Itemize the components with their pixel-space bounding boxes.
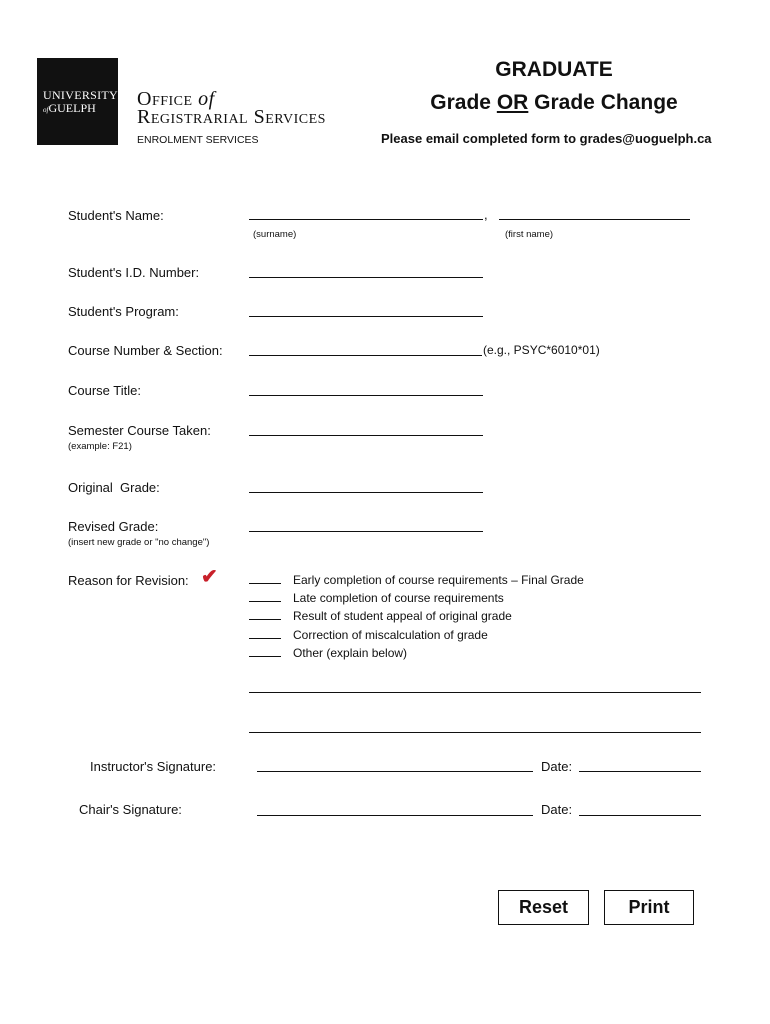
- reason-option[interactable]: [249, 609, 512, 623]
- print-button[interactable]: Print: [604, 890, 694, 925]
- reason-option-label: Correction of miscalculation of grade: [293, 628, 488, 642]
- chair-signature-field[interactable]: [257, 815, 533, 816]
- chair-date-field[interactable]: [579, 815, 701, 816]
- name-separator: ,: [484, 207, 488, 222]
- reason-option-label: Late completion of course requirements: [293, 591, 504, 605]
- original-grade-label: Original Grade:: [68, 480, 160, 495]
- reason-option[interactable]: [249, 628, 488, 642]
- department-name: ENROLMENT SERVICES: [137, 134, 259, 146]
- office-title-word: Office: [137, 88, 199, 110]
- program-field[interactable]: [249, 316, 483, 317]
- reason-option-label: Other (explain below): [293, 646, 408, 660]
- first-name-hint: (first name): [505, 229, 554, 240]
- form-title-part1: Grade: [430, 91, 497, 114]
- reason-checkbox-blank[interactable]: [249, 573, 281, 584]
- reason-option[interactable]: [249, 573, 584, 587]
- reason-checkbox-blank[interactable]: [249, 646, 281, 657]
- checkmark-icon: ✔: [201, 566, 218, 588]
- office-title-of: of: [198, 88, 215, 110]
- student-name-label: Student's Name:: [68, 208, 164, 223]
- surname-hint: (surname): [253, 229, 297, 240]
- reason-option[interactable]: [249, 591, 504, 605]
- explanation-line-2[interactable]: [249, 732, 701, 733]
- semester-field[interactable]: [249, 435, 483, 436]
- logo-text-line2: [43, 101, 96, 116]
- program-label: Student's Program:: [68, 304, 179, 319]
- course-number-hint: (e.g., PSYC*6010*01): [483, 343, 600, 357]
- form-title-line1: GRADUATE: [495, 58, 613, 81]
- reason-checkbox-blank[interactable]: [249, 628, 281, 639]
- surname-field[interactable]: [249, 219, 483, 220]
- instructor-date-label: Date:: [541, 759, 573, 774]
- instructor-date-field[interactable]: [579, 771, 701, 772]
- reason-option[interactable]: [249, 646, 407, 660]
- semester-label: Semester Course Taken:: [68, 423, 211, 438]
- semester-hint: (example: F21): [68, 441, 132, 452]
- reason-checkbox-blank[interactable]: [249, 609, 281, 620]
- reset-button[interactable]: Reset: [498, 890, 589, 925]
- reason-checkbox-blank[interactable]: [249, 591, 281, 602]
- student-id-label: Student's I.D. Number:: [68, 265, 200, 280]
- course-number-field[interactable]: [249, 355, 482, 356]
- office-title-line2: Registrarial Services: [137, 106, 326, 128]
- reason-option-label: Result of student appeal of original grade: [293, 609, 512, 623]
- course-title-field[interactable]: [249, 395, 483, 396]
- chair-signature-label: Chair's Signature:: [79, 802, 182, 817]
- form-title-part3: Grade Change: [528, 91, 678, 114]
- original-grade-field[interactable]: [249, 492, 483, 493]
- reason-label: Reason for Revision:: [68, 573, 189, 588]
- course-number-label: Course Number & Section:: [68, 343, 223, 358]
- chair-date-label: Date:: [541, 802, 573, 817]
- logo-text-guelph: GUELPH: [48, 101, 96, 115]
- revised-grade-hint: (insert new grade or "no change"): [68, 537, 210, 548]
- reason-option-label: Early completion of course requirements – Final Grade: [293, 573, 584, 587]
- revised-grade-field[interactable]: [249, 531, 483, 532]
- university-logo: [37, 58, 118, 145]
- instructor-signature-label: Instructor's Signature:: [90, 759, 217, 774]
- explanation-line-1[interactable]: [249, 692, 701, 693]
- first-name-field[interactable]: [499, 219, 690, 220]
- student-id-field[interactable]: [249, 277, 483, 278]
- logo-text-line1: UNIVERSITY: [43, 88, 118, 102]
- form-title-line2: [430, 91, 677, 115]
- form-title-or: OR: [496, 91, 529, 114]
- revised-grade-label: Revised Grade:: [68, 519, 159, 534]
- logo-text-of: of: [43, 106, 49, 114]
- email-instruction: Please email completed form to grades@uoguelph.ca: [381, 131, 712, 146]
- instructor-signature-field[interactable]: [257, 771, 533, 772]
- course-title-label: Course Title:: [68, 383, 141, 398]
